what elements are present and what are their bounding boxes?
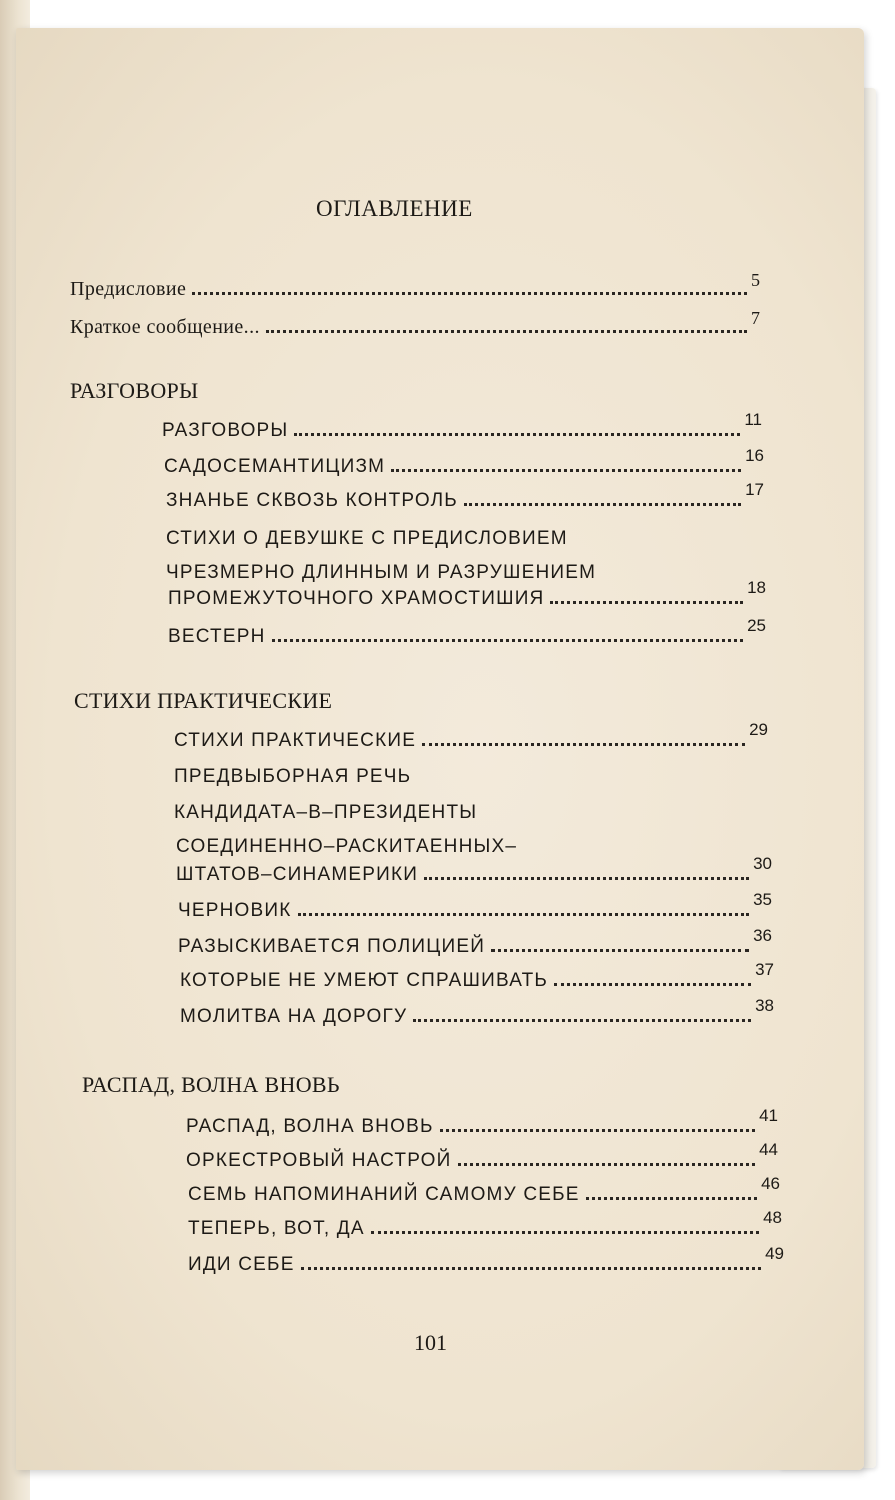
- leader-dots: [464, 503, 741, 506]
- leader-dots: [458, 1163, 756, 1166]
- toc-entry: [168, 578, 766, 610]
- toc-entry-page: 36: [753, 926, 772, 945]
- toc-entry-label: МОЛИТВА НА ДОРОГУ: [180, 1006, 408, 1027]
- leader-dots: [550, 601, 743, 604]
- toc-entry-label: ПРОМЕЖУТОЧНОГО ХРАМОСТИШИЯ: [168, 588, 545, 609]
- toc-entry-label: ЗНАНЬЕ СКВОЗЬ КОНТРОЛЬ: [166, 490, 458, 511]
- toc-entry: [186, 1106, 778, 1138]
- toc-entry-page: 44: [759, 1140, 778, 1159]
- toc-entry-page: 37: [755, 960, 774, 979]
- toc-entry: [178, 926, 772, 958]
- toc-entry-label: РАСПАД, ВОЛНА ВНОВЬ: [186, 1116, 434, 1137]
- toc-entry-page: 18: [747, 578, 766, 597]
- toc-entry: [180, 996, 774, 1028]
- page-number: 101: [414, 1330, 447, 1355]
- leader-dots: [301, 1267, 761, 1270]
- toc-entry-page: 49: [765, 1244, 784, 1263]
- leader-dots: [424, 877, 749, 880]
- toc-entry-label: ЧЕРНОВИК: [178, 900, 292, 921]
- toc-entry-line: КАНДИДАТА–В–ПРЕЗИДЕНТЫ: [174, 802, 478, 823]
- toc-entry-page: 17: [745, 480, 764, 499]
- leader-dots: [491, 949, 749, 952]
- toc-entry: [168, 616, 766, 648]
- toc-entry-label: ИДИ СЕБЕ: [188, 1254, 295, 1275]
- toc-entry-page: 11: [744, 410, 762, 429]
- leader-dots: [272, 639, 744, 642]
- toc-entry: [188, 1208, 782, 1240]
- toc-entry-line: СОЕДИНЕННО–РАСКИТАЕННЫХ–: [176, 836, 518, 857]
- toc-entry-label: ОРКЕСТРОВЫЙ НАСТРОЙ: [186, 1150, 452, 1171]
- leader-dots: [266, 330, 747, 333]
- toc-entry: [186, 1140, 778, 1172]
- toc-entry-label: СЕМЬ НАПОМИНАНИЙ САМОМУ СЕБЕ: [188, 1184, 580, 1205]
- toc-entry-label: САДОСЕМАНТИЦИЗМ: [164, 456, 386, 477]
- toc-entry-label: СТИХИ ПРАКТИЧЕСКИЕ: [174, 730, 417, 751]
- toc-entry-line: ПРЕДВЫБОРНАЯ РЕЧЬ: [174, 766, 412, 787]
- toc-entry-label: РАЗГОВОРЫ: [162, 420, 289, 441]
- leader-dots: [586, 1197, 757, 1200]
- leader-dots: [294, 433, 740, 436]
- toc-entry-page: 48: [763, 1208, 782, 1227]
- toc-entry-label: ШТАТОВ–СИНАМЕРИКИ: [176, 864, 419, 885]
- leader-dots: [422, 743, 745, 746]
- toc-entry: [162, 410, 762, 442]
- toc-entry: [188, 1174, 780, 1206]
- leader-dots: [391, 469, 741, 472]
- toc-entry-page: 35: [753, 890, 772, 909]
- leader-dots: [554, 983, 751, 986]
- leader-dots: [298, 913, 750, 916]
- toc-entry-label: ВЕСТЕРН: [168, 626, 266, 647]
- toc-entry-page: 29: [749, 720, 768, 739]
- toc-entry: [178, 890, 772, 922]
- toc-entry-label: Предисловие: [70, 278, 187, 300]
- section-heading: СТИХИ ПРАКТИЧЕСКИЕ: [74, 688, 333, 713]
- toc-entry-line: ЧРЕЗМЕРНО ДЛИННЫМ И РАЗРУШЕНИЕМ: [166, 562, 597, 583]
- toc-entry-page: 25: [747, 616, 766, 635]
- leader-dots: [413, 1019, 751, 1022]
- toc-entry-page: 16: [745, 446, 764, 465]
- leader-dots: [371, 1231, 759, 1234]
- toc-entry-page: 46: [761, 1174, 780, 1193]
- section-heading: РАСПАД, ВОЛНА ВНОВЬ: [82, 1072, 340, 1097]
- toc-entry: [174, 720, 768, 752]
- toc-entry: [166, 480, 764, 512]
- toc-entry-line: СТИХИ О ДЕВУШКЕ С ПРЕДИСЛОВИЕМ: [166, 528, 568, 549]
- toc-entry-page: 30: [753, 854, 772, 873]
- section-heading: РАЗГОВОРЫ: [70, 378, 199, 403]
- toc-entry-page: 7: [751, 308, 760, 328]
- table-of-contents: [16, 28, 864, 1470]
- toc-entry-label: Краткое сообщение...: [70, 316, 260, 338]
- toc-title: ОГЛАВЛЕНИЕ: [316, 196, 473, 221]
- book-page: [16, 28, 864, 1470]
- toc-entry-label: КОТОРЫЕ НЕ УМЕЮТ СПРАШИВАТЬ: [180, 970, 549, 991]
- toc-entry-brief-message: [70, 308, 760, 339]
- leader-dots: [440, 1129, 755, 1132]
- toc-entry: [180, 960, 774, 992]
- toc-entry: [176, 854, 772, 886]
- toc-entry-page: 5: [751, 270, 760, 290]
- toc-entry-label: ТЕПЕРЬ, ВОТ, ДА: [188, 1218, 365, 1239]
- toc-entry-page: 41: [759, 1106, 778, 1125]
- toc-entry-label: РАЗЫСКИВАЕТСЯ ПОЛИЦИЕЙ: [178, 936, 486, 957]
- leader-dots: [192, 292, 747, 295]
- toc-entry: [188, 1244, 784, 1276]
- toc-entry-preface: [70, 270, 760, 301]
- toc-entry-page: 38: [755, 996, 774, 1015]
- toc-entry: [164, 446, 764, 478]
